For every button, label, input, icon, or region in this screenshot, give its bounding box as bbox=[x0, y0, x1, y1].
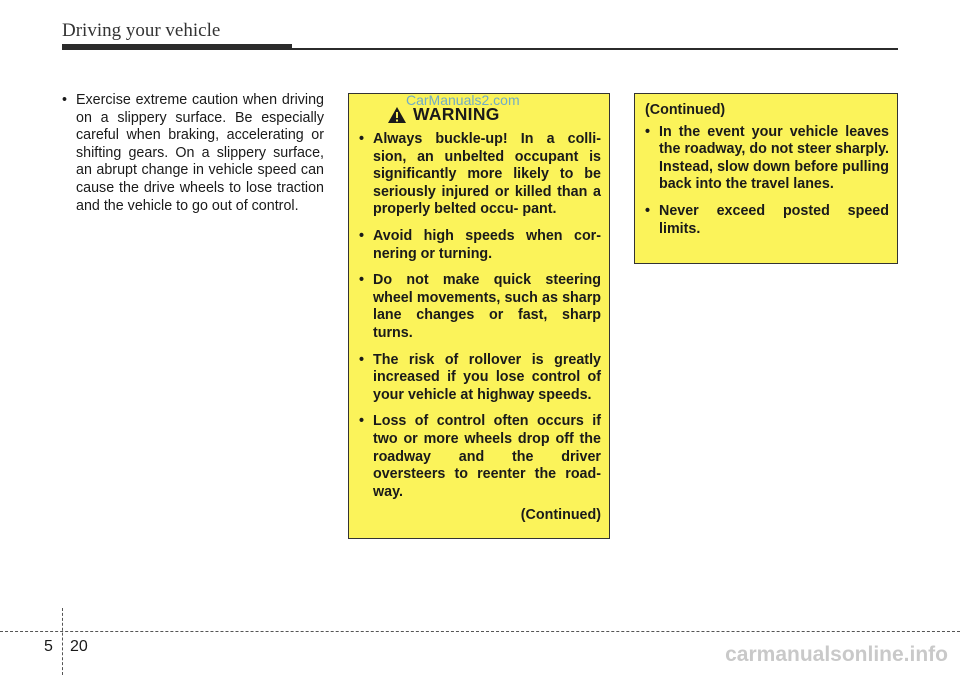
continued-label: (Continued) bbox=[520, 507, 601, 524]
warning-item: • Avoid high speeds when cor- nering or turning. bbox=[359, 227, 601, 262]
warning-triangle-icon bbox=[387, 106, 407, 124]
warning-item: • Loss of control often occurs if two or more wheels drop off the roadway and the driver oversteers to reenter the road- way. bbox=[359, 413, 601, 500]
header-rule bbox=[62, 48, 898, 50]
warning-item-text: Avoid high speeds when cor- nering or turning. bbox=[373, 227, 601, 262]
list-item bbox=[62, 92, 324, 215]
warning-item-text: In the event your vehicle leaves the roadway, do not steer sharply. Instead, slow down before pulling back into the travel lanes. bbox=[659, 123, 889, 193]
warning-title: WARNING bbox=[413, 104, 500, 125]
continued-heading: (Continued) bbox=[645, 102, 726, 118]
watermark-top: CarManuals2.com bbox=[406, 92, 520, 108]
body-paragraph: Exercise extreme caution when driving on a slippery surface. Be especially careful when braking, accelerating or shifting gears. On a slippery surface, an abrupt change in vehicle speed can cause the drive wheels to lose traction and the vehicle to go out of control. bbox=[76, 92, 324, 214]
warning-item: • Do not make quick steering wheel movements, such as sharp lane changes or fast, sharp turns. bbox=[359, 272, 601, 341]
warning-item: • Always buckle-up! In a colli- sion, an unbelted occupant is significantly more likely to be seriously injured or killed than a properly belted occu- pant. bbox=[359, 131, 601, 218]
warning-box bbox=[348, 93, 610, 539]
warning-item: • The risk of rollover is greatly increased if you lose control of your vehicle at highway speeds. bbox=[359, 351, 601, 403]
bullet-dot: • bbox=[62, 92, 68, 108]
warning-item-text: Loss of control often occurs if two or more wheels drop off the roadway and the driver oversteers to reenter the road- way. bbox=[373, 413, 601, 500]
warning-item-text: Always buckle-up! In a colli- sion, an unbelted occupant is significantly more likely to be seriously injured or killed than a properly belted occu- pant. bbox=[373, 131, 601, 218]
page-number: 20 bbox=[70, 638, 88, 655]
warning-item-text: Do not make quick steering wheel movements, such as sharp lane changes or fast, sharp turns. bbox=[373, 272, 601, 341]
section-title: Driving your vehicle bbox=[62, 20, 221, 41]
watermark-bottom: carmanualsonline.info bbox=[725, 643, 948, 666]
warning-item: • Never exceed posted speed limits. bbox=[645, 202, 889, 237]
footer-divider bbox=[62, 608, 63, 675]
warning-item-text: Never exceed posted speed limits. bbox=[659, 202, 889, 237]
warning-heading bbox=[387, 106, 601, 124]
continued-warning-box bbox=[634, 93, 898, 264]
body-text-column bbox=[62, 92, 324, 215]
warning-item-text: The risk of rollover is greatly increased if you lose control of your vehicle at highway speeds. bbox=[373, 351, 601, 403]
warning-item: • In the event your vehicle leaves the roadway, do not steer sharply. Instead, slow down before pulling back into the travel lanes. bbox=[645, 123, 889, 193]
footer-rule bbox=[0, 631, 960, 632]
chapter-number: 5 bbox=[44, 638, 53, 655]
